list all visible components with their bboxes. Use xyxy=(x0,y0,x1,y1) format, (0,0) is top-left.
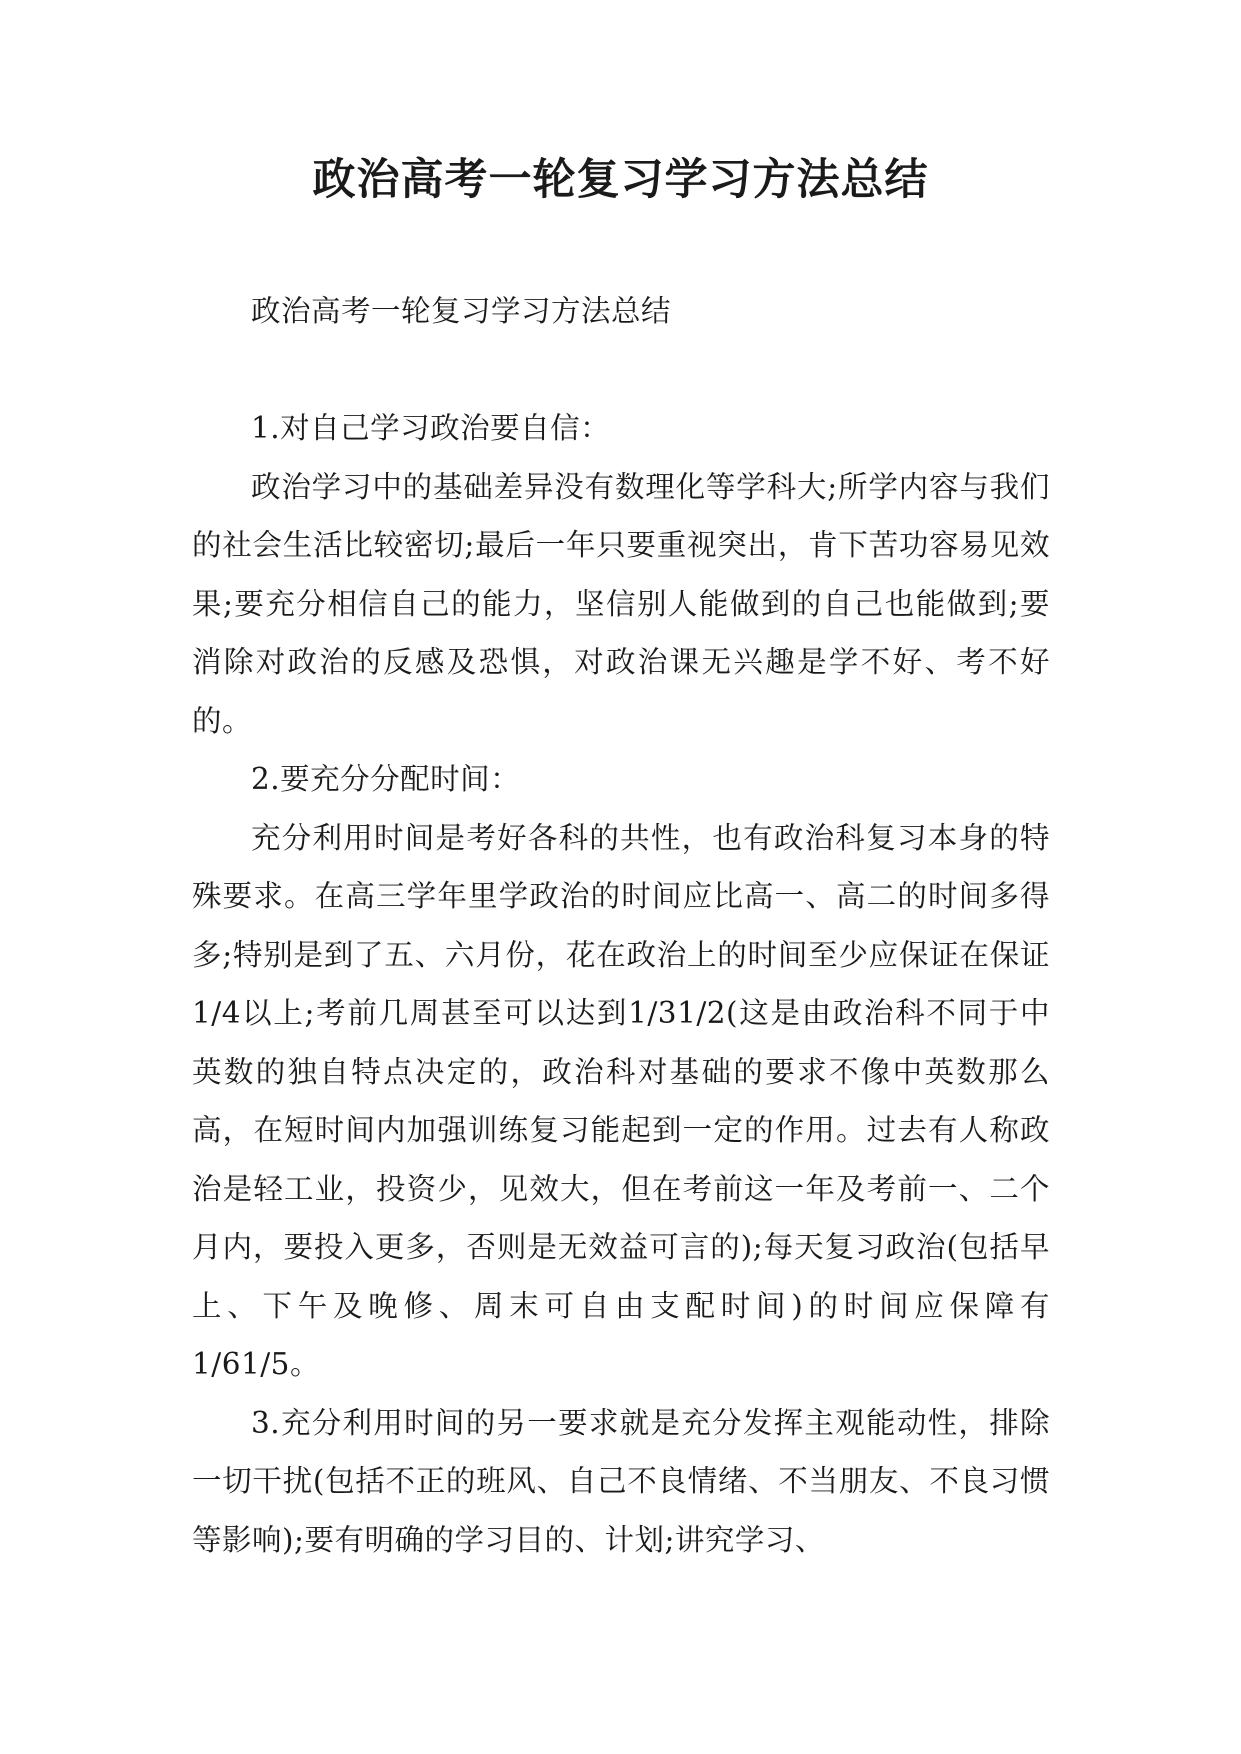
section-paragraph-3: 3.充分利用时间的另一要求就是充分发挥主观能动性，排除一切干扰(包括不正的班风、自己不良情绪、不当朋友、不良习惯等影响);要有明确的学习目的、计划;讲究学习、 xyxy=(192,1405,1050,1557)
section-heading-2: 2.要充分分配时间： xyxy=(251,762,521,796)
section-paragraph-1: 政治学习中的基础差异没有数理化等学科大;所学内容与我们的社会生活比较密切;最后一年只要重视突出，肯下苦功容易见效果;要充分相信自己的能力，坚信别人能做到的自己也能做到;要消除对政治的反感及恐惧，对政治课无兴趣是学不好、考不好的。 xyxy=(192,469,1050,738)
document-subtitle: 政治高考一轮复习学习方法总结 xyxy=(251,294,672,328)
section-paragraph-2: 充分利用时间是考好各科的共性，也有政治科复习本身的特殊要求。在高三学年里学政治的时间应比高一、高二的时间多得多;特别是到了五、六月份，花在政治上的时间至少应保证在保证1/4以上;考前几周甚至可以达到1/31/2(这是由政治科不同于中英数的独自特点决定的，政治科对基础的要求不像中英数那么高，在短时间内加强训练复习能起到一定的作用。过去有人称政治是轻工业，投资少，见效大，但在考前这一年及考前一、二个月内，要投入更多，否则是无效益可言的);每天复习政治(包括早上、下午及晚修、周末可自由支配时间)的时间应保障有1/61/5。 xyxy=(192,820,1050,1381)
document-body xyxy=(192,282,1050,1569)
section-heading-1: 1.对自己学习政治要自信： xyxy=(251,411,611,445)
document-title: 政治高考一轮复习学习方法总结 xyxy=(312,155,929,205)
